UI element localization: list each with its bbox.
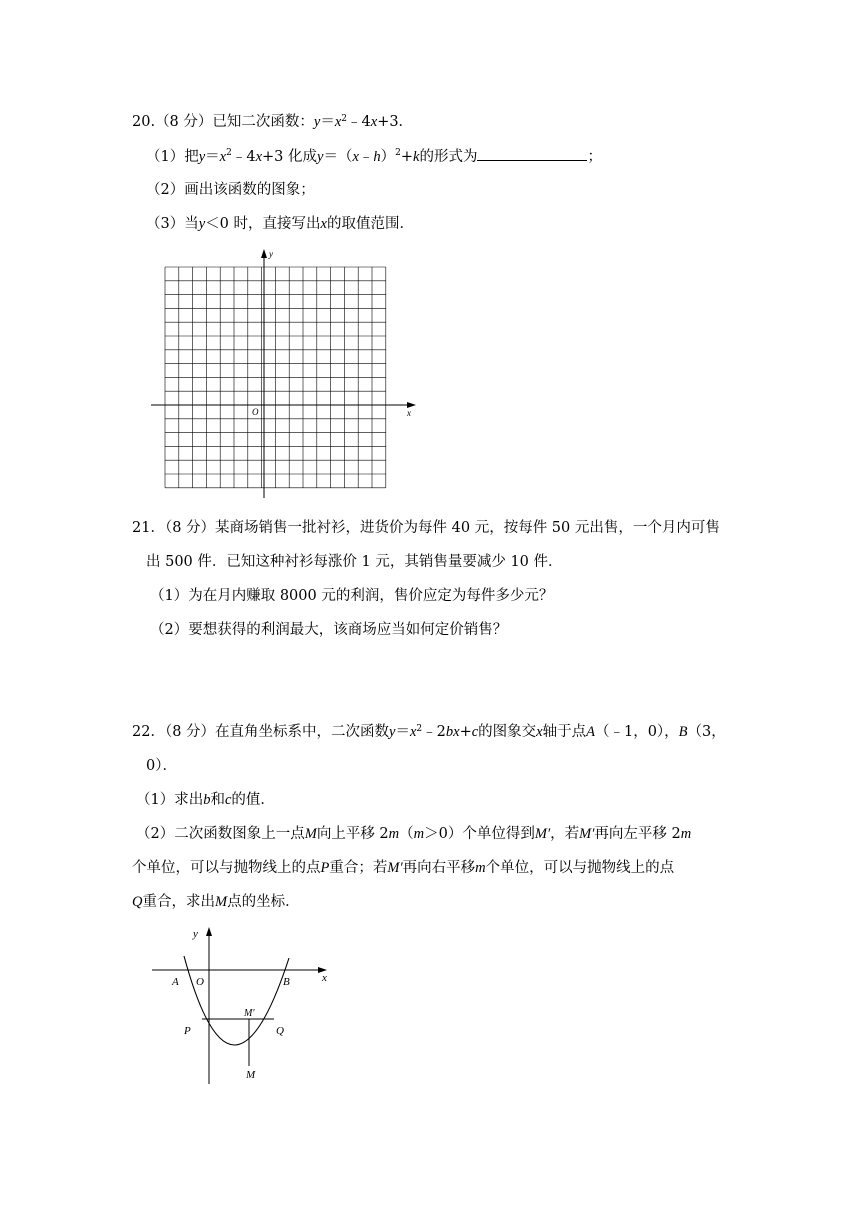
q22-stem-line1: 22．（8 分）在直角坐标系中，二次函数$y=x^2﹣2bx+c$的图象交x轴于点A（﹣1，0），B（3， (132, 724, 726, 740)
q20-part2: （2）画出该函数的图象； (146, 182, 315, 198)
parabola (184, 956, 289, 1045)
q20-coordinate-grid (148, 244, 420, 504)
fig-m-label: M (246, 1069, 256, 1081)
fig-o-label: O (196, 976, 204, 988)
fig-x-label: x (322, 972, 327, 984)
q21-stem-line1: 21．（8 分）某商场销售一批衬衫，进货价为每件 40 元，按每件 50 元出售，一个月内可售 (132, 520, 720, 536)
y-axis-arrow (261, 249, 267, 258)
fig-y-label: y (193, 928, 198, 940)
fig-mprime-label: M′ (244, 1008, 255, 1019)
fig-a-label: A (172, 976, 179, 988)
q21-part2: （2）要想获得的利润最大，该商场应当如何定价销售？ (150, 622, 508, 638)
grid-y-label: y (269, 249, 273, 259)
q22-stem-line2: 0）． (146, 758, 177, 774)
q22-parabola-figure (148, 922, 338, 1090)
q20-part3: （3）当y＜0 时，直接写出x的取值范围． (146, 216, 414, 232)
q22-part2-line2: 个单位，可以与抛物线上的点P重合；若M′再向右平移m个单位，可以与抛物线上的点 (132, 860, 675, 876)
q22-part2-line1: （2）二次函数图象上一点M向上平移 2m（m＞0）个单位得到M′，若M′再向左平移 2m (136, 826, 692, 842)
q20-stem: 20.（8 分）已知二次函数：$y=x^2﹣4x+3$． (132, 114, 414, 130)
fig-q-label: Q (276, 1025, 284, 1037)
q21-stem-line2: 出 500 件．已知这种衬衫每涨价 1 元，其销售量要减少 10 件． (146, 554, 563, 570)
fig-p-label: P (184, 1025, 191, 1037)
q20-part1: （1）把$y=x^2﹣4x+3$ 化成y＝（x﹣h）$^2$+k的形式为 ； (146, 148, 602, 165)
grid-x-label: x (407, 408, 411, 418)
q22-part1: （1）求出b和c的值． (136, 792, 275, 808)
grid-origin-label: O (252, 407, 259, 417)
fig-b-label: B (283, 976, 290, 988)
y-axis-arrow (206, 927, 212, 936)
q21-part1: （1）为在月内赚取 8000 元的利润，售价应定为每件多少元？ (150, 588, 554, 604)
answer-blank[interactable] (477, 146, 587, 161)
q22-part2-line3: Q重合，求出M点的坐标． (132, 894, 300, 910)
